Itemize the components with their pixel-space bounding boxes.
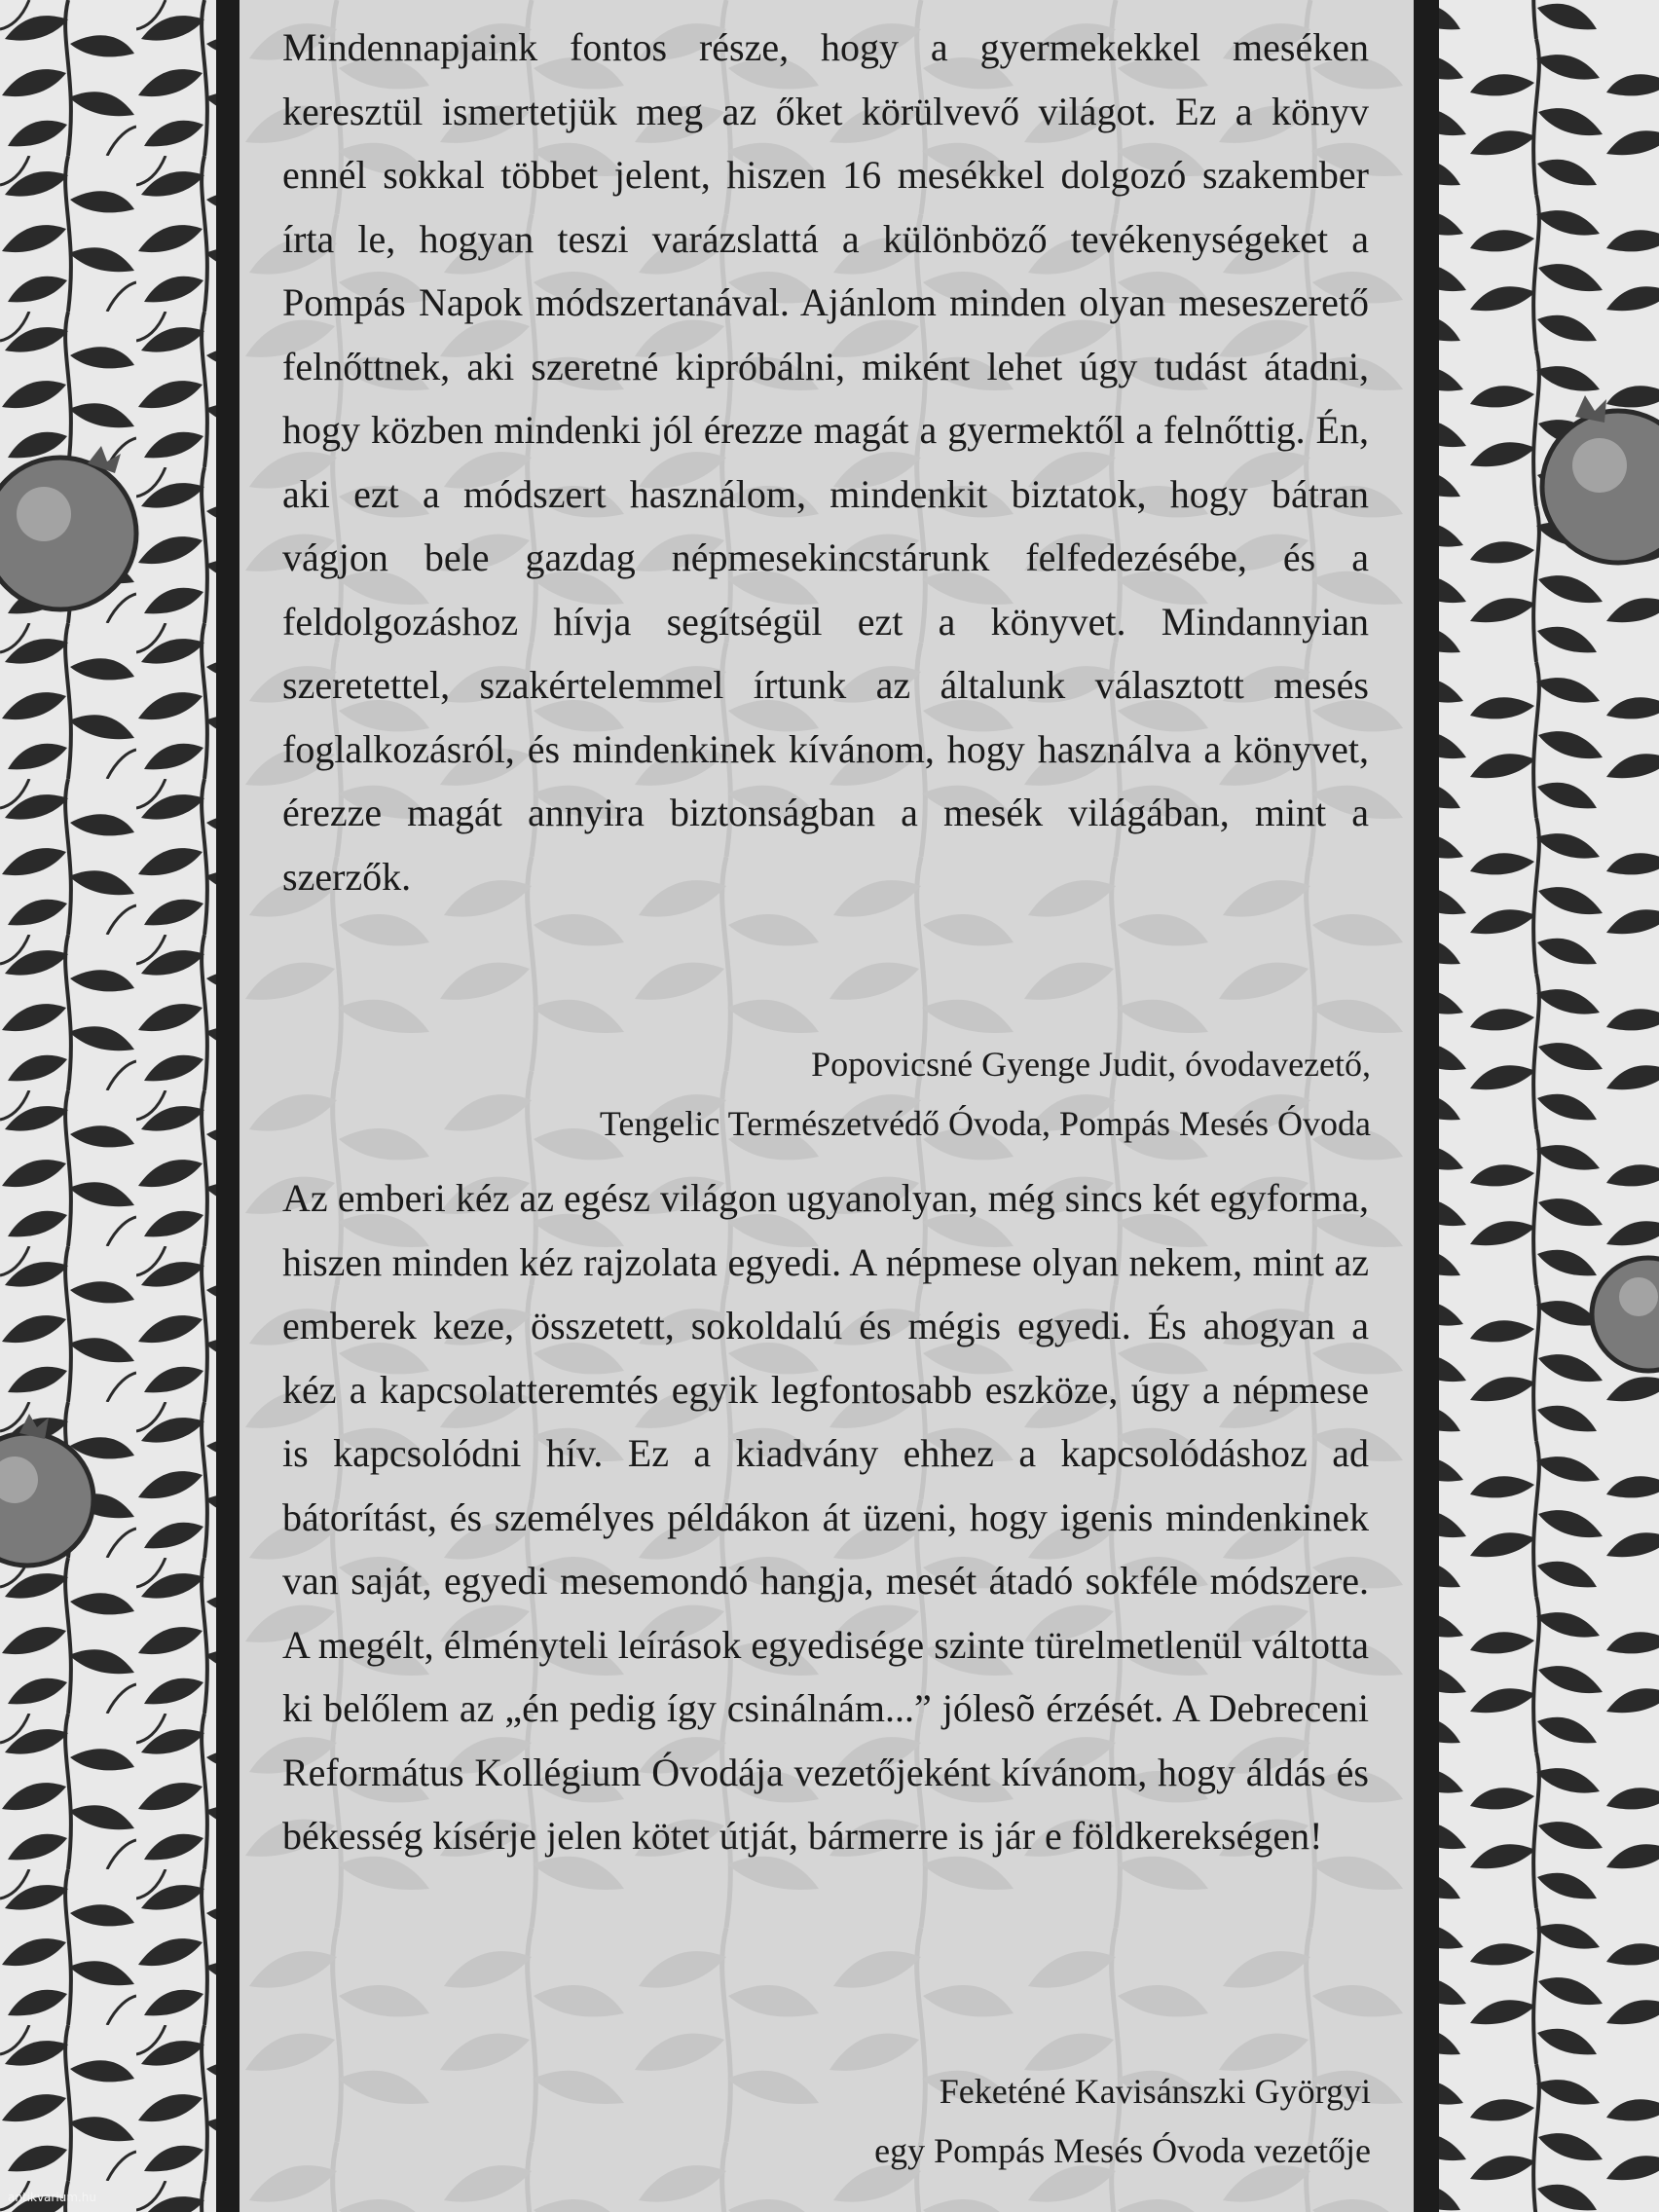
signature-name: Feketéné Kavisánszki Györgyi <box>939 2072 1371 2111</box>
watermark: antikvarium.hu <box>8 2191 96 2204</box>
signature-institution: Tengelic Természetvédő Óvoda, Pompás Mesés Óvoda <box>599 1104 1371 1143</box>
paragraph-text: Az emberi kéz az egész világon ugyanolyan, még sincs két egyforma, hiszen minden kéz rajzolata egyedi. A népmese olyan nekem, mint az emberek keze, összetett, sokoldalú és mégis egyedi. És ahogyan a kéz a kapcsolatteremtés egyik legfontosabb eszköze, úgy a népmese is kapcsolódni hív. Ez a kiadvány ehhez a kapcsolódáshoz ad bátorítást, és személyes példákon át üzeni, hogy igenis mindenkinek van saját, egyedi mesemondó hangja, mesét átadó sokféle módszere. A megélt, élményteli leírások egyedisége szinte türelmetlenül váltotta ki belőlem az „én pedig így csinálnám...” jólesõ érzését. A Debreceni Református Kollégium Óvodája vezetőjeként kívánom, hogy áldás és békesség kísérje jelen kötet útját, bármerre is jár e földkerekségen! <box>282 1176 1369 1858</box>
left-decorative-border <box>0 0 216 2212</box>
recommendation-paragraph-1 <box>282 16 1369 908</box>
right-frame-line <box>1414 0 1439 2212</box>
signature-2 <box>284 2062 1371 2181</box>
leaf-pattern-right-image <box>1439 0 1659 2212</box>
signature-institution: egy Pompás Mesés Óvoda vezetője <box>874 2131 1371 2170</box>
recommendation-paragraph-2 <box>282 1166 1369 1868</box>
left-frame-line <box>216 0 240 2212</box>
signature-1 <box>284 1035 1371 1154</box>
leaf-pattern-left-image <box>0 0 216 2212</box>
paragraph-text: Mindennapjaink fontos része, hogy a gyermekekkel meséken keresztül ismertetjük meg az őket körülvevő világot. Ez a könyv ennél sokkal többet jelent, hiszen 16 mesékkel dolgozó szakember írta le, hogyan teszi varázslattá a különböző tevékenységeket a Pompás Napok módszertanával. Ajánlom minden olyan meseszerető felnőttnek, aki szeretné kipróbálni, miként lehet úgy tudást átadni, hogy közben mindenki jól érezze magát a gyermektől a felnőttig. Én, aki ezt a módszert használom, mindenkit biztatok, hogy bátran vágjon bele gazdag népmesekincstárunk felfedezésébe, és a feldolgozáshoz hívja segítségül ezt a könyvet. Mindannyian szeretettel, szakértelemmel írtunk az általunk választott mesés foglalkozásról, és mindenkinek kívánom, hogy használva a könyvet, érezze magát annyira biztonságban a mesék világában, mint a szerzők. <box>282 25 1369 899</box>
signature-name: Popovicsné Gyenge Judit, óvodavezető, <box>811 1045 1371 1084</box>
right-decorative-border <box>1439 0 1659 2212</box>
text-page <box>240 0 1414 2212</box>
